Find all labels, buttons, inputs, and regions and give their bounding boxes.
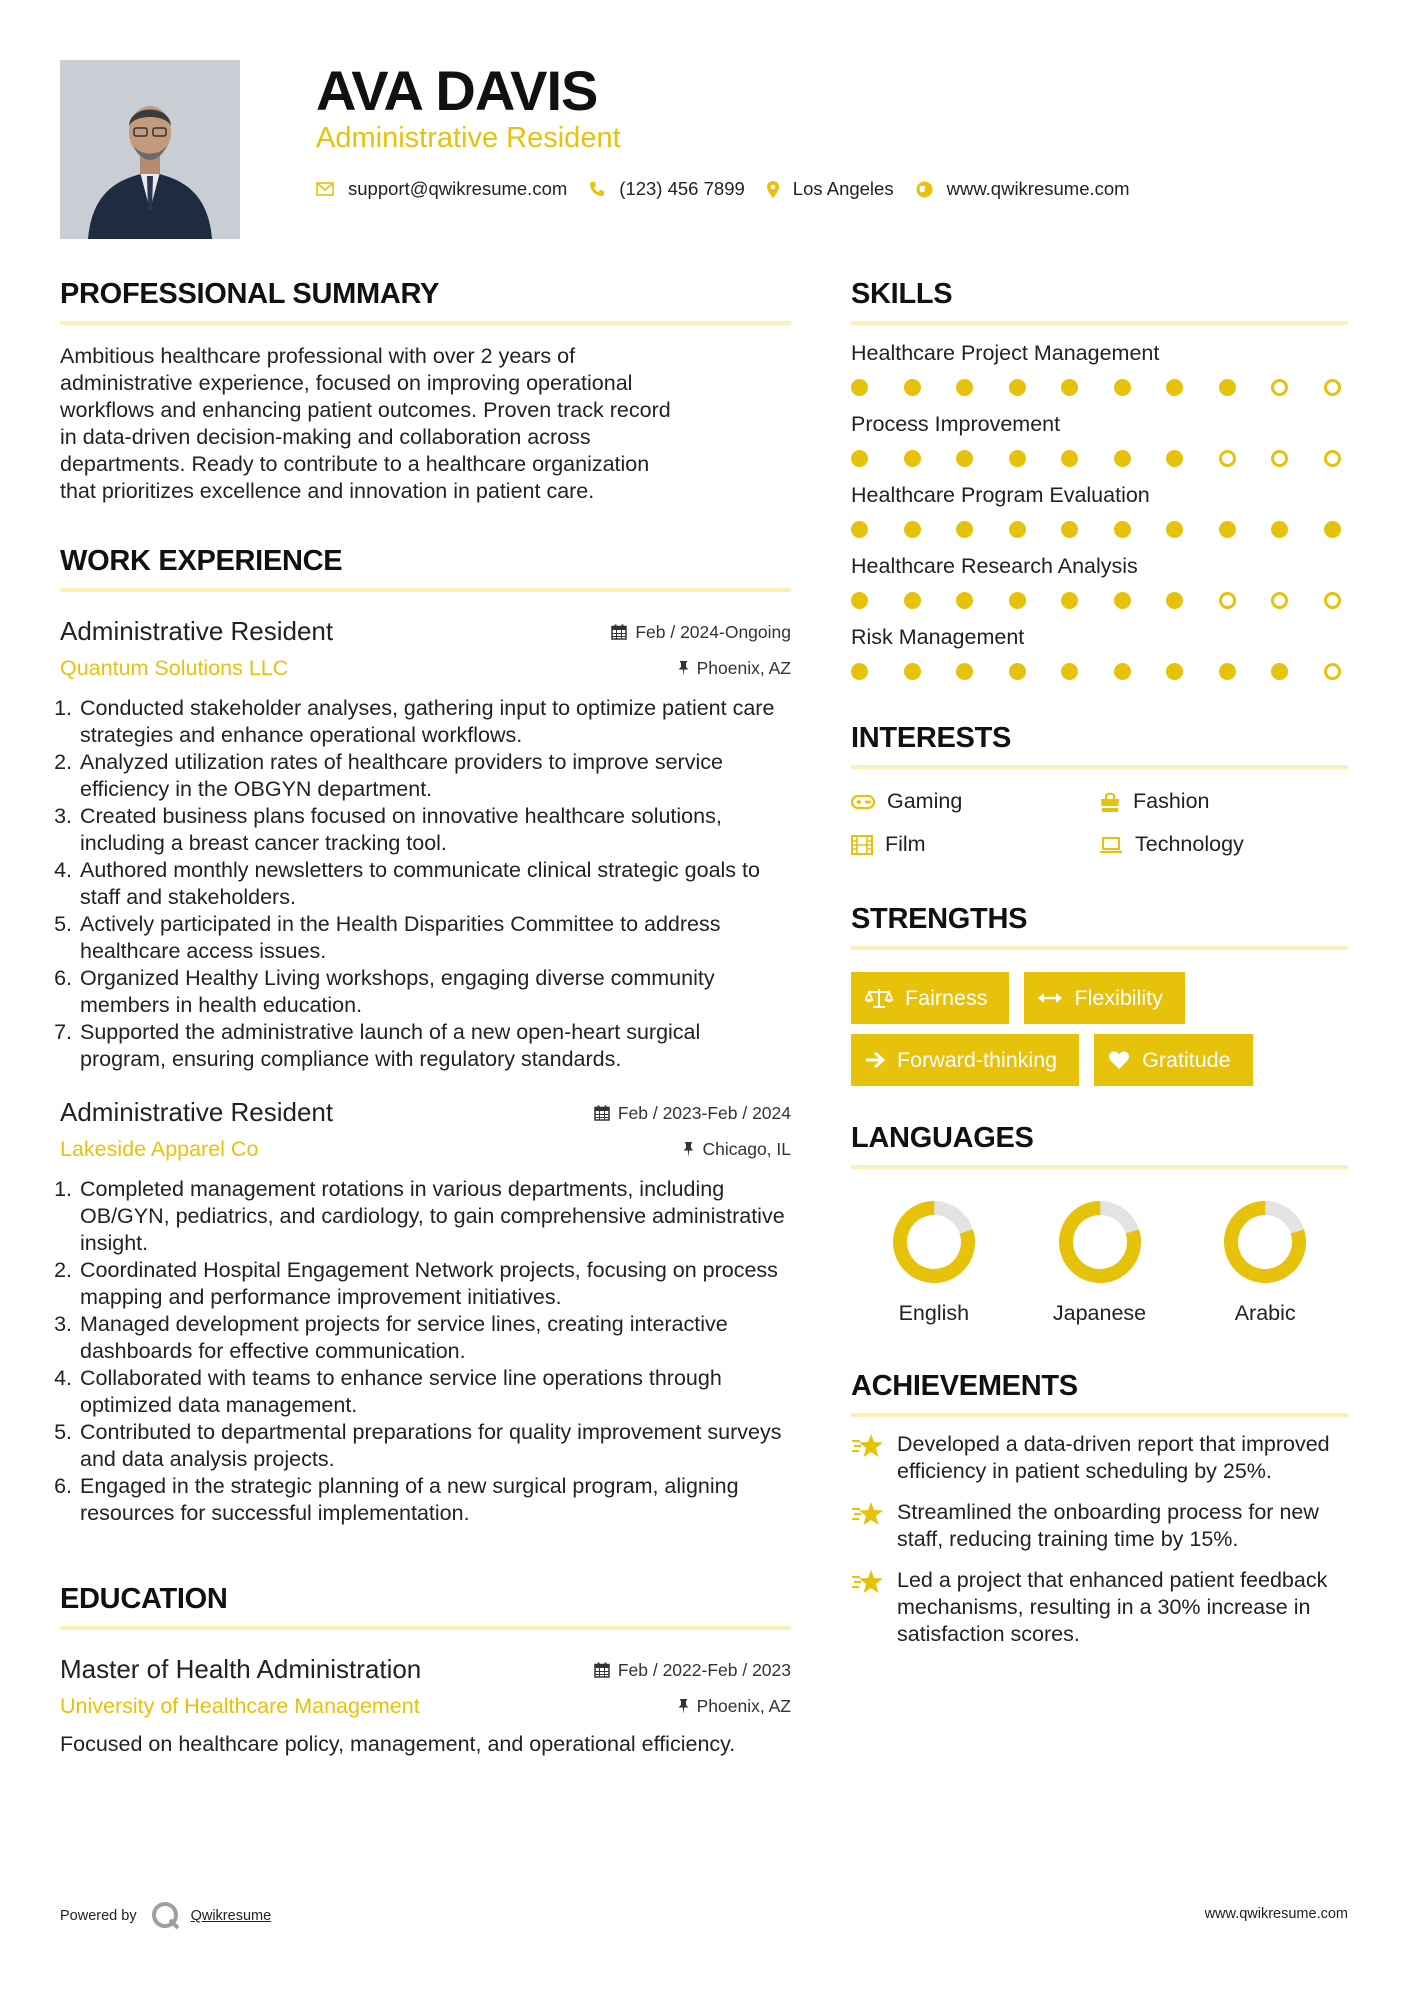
rating-dot-filled [1114,379,1131,396]
powered-by-text: Powered by [60,1908,137,1924]
summary-line: that prioritizes excellence and innovation in patient care. [60,479,595,503]
language-donut [1057,1199,1143,1285]
heart-icon [1108,1050,1130,1070]
job-date: Feb / 2024-Ongoing [611,622,791,643]
list-item: 4. Collaborated with teams to enhance service line operations through optimized data management. [78,1365,791,1419]
skill-item [851,341,1348,396]
pushpin-icon [678,1699,689,1714]
job-bullets [60,1176,791,1527]
language-donut [891,1199,977,1285]
rating-dot-empty [1324,450,1341,467]
summary-line: Ambitious healthcare professional with over 2 years of [60,344,576,368]
skill-item [851,412,1348,467]
rating-dot-filled [956,450,973,467]
rating-dot-filled [1219,663,1236,680]
rating-dot-filled [1166,663,1183,680]
education-description: Focused on healthcare policy, management, and operational efficiency. [60,1732,736,1756]
rating-dot-filled [1114,521,1131,538]
rating-dot-empty [1219,450,1236,467]
map-marker-icon [767,181,779,198]
rating-dot-filled [904,592,921,609]
education-location: Phoenix, AZ [678,1696,791,1717]
list-item: 5. Contributed to departmental preparations for quality improvement surveys and data analysis projects. [78,1419,791,1473]
rating-dot-filled [1219,379,1236,396]
pushpin-icon [678,661,689,676]
donut-fill [1222,1199,1308,1285]
rating-dot-filled [956,592,973,609]
rating-dot-filled [1009,592,1026,609]
calendar-icon [594,1662,610,1678]
pushpin-icon [683,1142,694,1157]
candidate-title: Administrative Resident [316,122,621,154]
skill-name: Risk Management [851,625,1025,649]
list-item: 7. Supported the administrative launch of a new open-heart surgical program, ensuring compliance with regulatory standards. [78,1019,791,1073]
language-item [1017,1199,1183,1326]
rating-dot-filled [1166,521,1183,538]
skill-item [851,554,1348,609]
rating-dot-filled [1061,663,1078,680]
list-item: 1. Conducted stakeholder analyses, gathering input to optimize patient care strategies and enhance operational workflows. [78,695,791,749]
rating-dot-filled [851,663,868,680]
language-item [1182,1199,1348,1326]
achievement-item: Developed a data-driven report that improved efficiency in patient scheduling by 25%. [851,1431,1348,1485]
job-entry [60,1097,791,1527]
language-name: Arabic [1234,1301,1296,1325]
language-item [851,1199,1017,1326]
phone-text: (123) 456 7899 [619,178,745,199]
rating-dot-filled [956,379,973,396]
rating-dot-empty [1271,592,1288,609]
skill-rating [851,663,1341,680]
job-bullets [60,695,791,1073]
donut-fill [891,1199,977,1285]
summary-line: administrative experience, focused on improving operational [60,371,633,395]
rating-dot-filled [1061,592,1078,609]
interest-item: Gaming [851,789,1099,814]
rating-dot-filled [851,592,868,609]
skill-item [851,625,1348,680]
education-date: Feb / 2022-Feb / 2023 [594,1660,791,1681]
profile-photo [60,60,240,239]
list-item: 2. Analyzed utilization rates of healthcare providers to improve service efficiency in the OBGYN department. [78,749,791,803]
envelope-icon [316,182,334,196]
rating-dot-filled [1271,663,1288,680]
rating-dot-filled [851,450,868,467]
achievements-heading: ACHIEVEMENTS [851,1370,1348,1417]
rating-dot-filled [1271,521,1288,538]
shopping-bag-icon [1099,791,1121,813]
job-entry [60,616,791,1073]
rating-dot-empty [1219,592,1236,609]
summary-heading: PROFESSIONAL SUMMARY [60,278,791,325]
globe-icon [916,181,933,198]
right-column [851,278,1348,1648]
contact-location [767,178,894,200]
rating-dot-filled [1009,450,1026,467]
strength-tag: Gratitude [1094,1034,1252,1086]
rating-dot-filled [1061,521,1078,538]
rating-dot-filled [1061,450,1078,467]
star-icon [851,1501,885,1527]
arrow-right-icon [865,1051,885,1069]
rating-dot-filled [956,521,973,538]
achievement-item: Streamlined the onboarding process for new staff, reducing training time by 15%. [851,1499,1348,1553]
rating-dot-filled [1114,663,1131,680]
job-title: Administrative Resident [60,1097,334,1127]
laptop-icon [1099,836,1123,854]
rating-dot-filled [1009,379,1026,396]
rating-dot-filled [1166,592,1183,609]
rating-dot-filled [1114,450,1131,467]
education-heading: EDUCATION [60,1583,791,1630]
summary-line: in data-driven decision-making and collaboration across [60,425,591,449]
list-item: 6. Organized Healthy Living workshops, engaging diverse community members in health education. [78,965,791,1019]
contact-website[interactable] [916,178,1130,200]
rating-dot-filled [904,379,921,396]
rating-dot-filled [904,521,921,538]
rating-dot-filled [1061,379,1078,396]
footer-website[interactable]: www.qwikresume.com [1204,1906,1348,1922]
strengths-heading: STRENGTHS [851,903,1348,950]
phone-icon [589,181,605,197]
achievements-list [851,1431,1348,1648]
list-item: 2. Coordinated Hospital Engagement Network projects, focusing on process mapping and performance improvement initiatives. [78,1257,791,1311]
skill-name: Healthcare Project Management [851,341,1160,365]
rating-dot-filled [1009,521,1026,538]
job-title: Administrative Resident [60,616,334,646]
qwikresume-logo-icon [149,1899,183,1933]
contact-phone[interactable] [589,178,745,200]
skill-name: Healthcare Research Analysis [851,554,1138,578]
strengths-list [851,962,1348,1086]
brand-link[interactable]: Qwikresume [190,1908,272,1924]
summary-line: departments. Ready to contribute to a healthcare organization [60,452,650,476]
star-icon [851,1569,885,1595]
rating-dot-empty [1271,379,1288,396]
skill-name: Process Improvement [851,412,1061,436]
strength-tag: Fairness [851,972,1009,1024]
rating-dot-filled [956,663,973,680]
skill-rating [851,521,1341,538]
skill-rating [851,450,1341,467]
interest-item: Technology [1099,832,1347,857]
calendar-icon [594,1105,610,1121]
list-item: 3. Managed development projects for service lines, creating interactive dashboards for effective communication. [78,1311,791,1365]
skill-rating [851,379,1341,396]
rating-dot-filled [1114,592,1131,609]
job-location: Chicago, IL [683,1139,791,1160]
skill-name: Healthcare Program Evaluation [851,483,1150,507]
interest-item: Fashion [1099,789,1347,814]
strength-tag: Flexibility [1024,972,1184,1024]
rating-dot-empty [1271,450,1288,467]
work-heading: WORK EXPERIENCE [60,545,791,592]
rating-dot-filled [904,450,921,467]
location-text: Los Angeles [792,178,894,199]
company-name: Quantum Solutions LLC [60,656,289,680]
star-icon [851,1433,885,1459]
language-donut [1222,1199,1308,1285]
website-text: www.qwikresume.com [946,178,1130,199]
candidate-name: AVA DAVIS [316,59,598,122]
strength-tag: Forward-thinking [851,1034,1079,1086]
list-item: 3. Created business plans focused on innovative healthcare solutions, including a breast cancer tracking tool. [78,803,791,857]
donut-fill [1057,1199,1143,1285]
rating-dot-empty [1324,379,1341,396]
job-date: Feb / 2023-Feb / 2024 [594,1103,791,1124]
list-item: 5. Actively participated in the Health Disparities Committee to address healthcare access issues. [78,911,791,965]
skill-item [851,483,1348,538]
left-column [60,278,791,1758]
achievement-item: Led a project that enhanced patient feedback mechanisms, resulting in a 30% increase in satisfaction scores. [851,1567,1348,1648]
language-name: Japanese [1052,1301,1147,1325]
language-name: English [898,1301,970,1325]
education-entry [60,1654,791,1758]
skills-list [851,341,1348,680]
rating-dot-filled [1166,379,1183,396]
contact-bar [316,178,1152,200]
balance-scale-icon [865,987,893,1009]
job-location: Phoenix, AZ [678,658,791,679]
rating-dot-filled [1219,521,1236,538]
rating-dot-filled [1324,521,1341,538]
calendar-icon [611,624,627,640]
rating-dot-filled [851,379,868,396]
school-name: University of Healthcare Management [60,1694,420,1718]
summary-text [60,343,791,505]
languages-heading: LANGUAGES [851,1122,1348,1169]
list-item: 6. Engaged in the strategic planning of a new surgical program, aligning resources for successful implementation. [78,1473,791,1527]
rating-dot-filled [851,521,868,538]
footer-powered-by [60,1899,271,1933]
rating-dot-filled [904,663,921,680]
film-icon [851,835,873,855]
languages-list [851,1199,1348,1326]
interests-list [851,789,1348,857]
contact-email[interactable] [316,178,567,200]
rating-dot-filled [1166,450,1183,467]
list-item: 4. Authored monthly newsletters to communicate clinical strategic goals to staff and stakeholders. [78,857,791,911]
interest-item: Film [851,832,1099,857]
skills-heading: SKILLS [851,278,1348,325]
summary-line: workflows and enhancing patient outcomes. Proven track record [60,398,671,422]
rating-dot-empty [1324,663,1341,680]
list-item: 1. Completed management rotations in various departments, including OB/GYN, pediatrics, and cardiology, to gain comprehensive administrative insight. [78,1176,791,1257]
rating-dot-filled [1009,663,1026,680]
arrows-horizontal-icon [1038,991,1062,1005]
rating-dot-empty [1324,592,1341,609]
gamepad-icon [851,794,875,810]
skill-rating [851,592,1341,609]
degree-title: Master of Health Administration [60,1654,422,1684]
company-name: Lakeside Apparel Co [60,1137,259,1161]
interests-heading: INTERESTS [851,722,1348,769]
email-text: support@qwikresume.com [348,178,568,199]
